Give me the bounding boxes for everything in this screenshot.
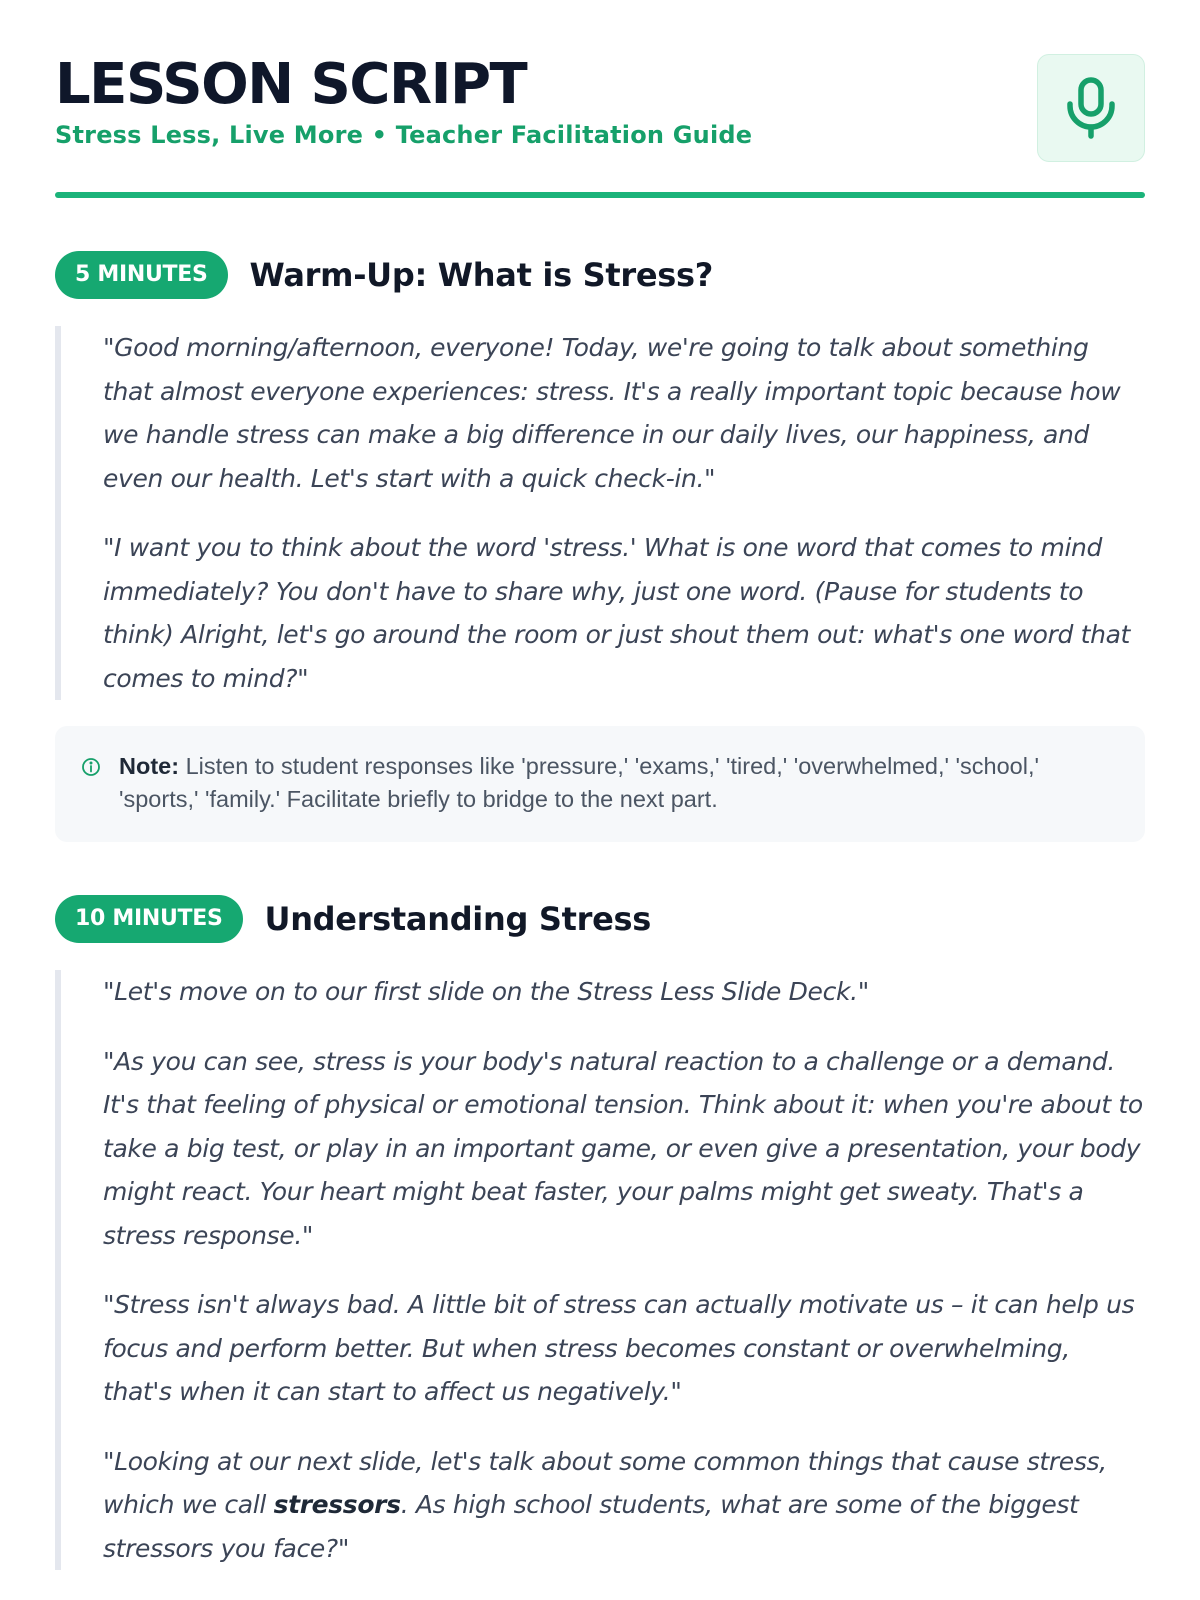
script-paragraph: "As you can see, stress is your body's natural reaction to a challenge or a demand. It's that feeling of physical or emotional tension. Think about it: when you're about to take a big test, or play in an important game, or even give a presentation, your body might react. Your heart might beat faster, your palms might get sweaty. That's a stress response."	[103, 1046, 1143, 1250]
script-paragraph: "Let's move on to our first slide on the Stress Less Slide Deck."	[103, 977, 869, 1006]
page-subtitle: Stress Less, Live More • Teacher Facilitation Guide	[55, 121, 753, 149]
facilitator-note	[55, 726, 1145, 842]
script-block	[55, 326, 1145, 700]
duration-badge: 10 MINUTES	[55, 895, 243, 943]
paragraph-text: "Looking at our next slide, let's talk about some common things that cause stress, which we call	[103, 1446, 1107, 1519]
section-title: Warm-Up: What is Stress?	[249, 256, 714, 294]
page-header	[55, 0, 1145, 149]
info-icon	[81, 757, 101, 777]
microphone-icon	[1065, 77, 1117, 139]
paragraph-text: . As high school students, what are some of the biggest stressors you face?"	[103, 1490, 1079, 1563]
page-title: LESSON SCRIPT	[55, 52, 527, 117]
section-header	[55, 894, 1145, 944]
section-warm-up	[55, 250, 1145, 842]
section-understanding-stress	[55, 894, 1145, 1570]
duration-badge: 5 MINUTES	[55, 251, 228, 299]
emphasis-term: stressors	[273, 1490, 401, 1519]
script-paragraph: "Stress isn't always bad. A little bit of stress can actually motivate us – it can help us focus and perform better. But when stress becomes constant or overwhelming, that's when it can start to affect us negatively."	[103, 1290, 1135, 1406]
script-paragraph	[103, 1440, 1145, 1571]
note-label: Note:	[119, 753, 180, 779]
microphone-button[interactable]	[1037, 54, 1145, 162]
script-paragraph: "I want you to think about the word 'stress.' What is one word that comes to mind immediately? You don't have to share why, just one word. (Pause for students to think) Alright, let's go around the room or just shout them out: what's one word that comes to mind?"	[103, 533, 1130, 693]
script-block	[55, 970, 1145, 1570]
note-body: Listen to student responses like 'pressure,' 'exams,' 'tired,' 'overwhelmed,' 'school,' 'sports,' 'family.' Facilitate briefly to bridge to the next part.	[119, 753, 1039, 812]
script-paragraph: "Good morning/afternoon, everyone! Today, we're going to talk about something that almost everyone experiences: stress. It's a really important topic because how we handle stress can make a big difference in our daily lives, our happiness, and even our health. Let's start with a quick check-in."	[103, 333, 1121, 493]
header-divider	[55, 192, 1145, 198]
section-header	[55, 250, 1145, 300]
note-text	[119, 750, 1115, 816]
section-title: Understanding Stress	[264, 900, 652, 938]
